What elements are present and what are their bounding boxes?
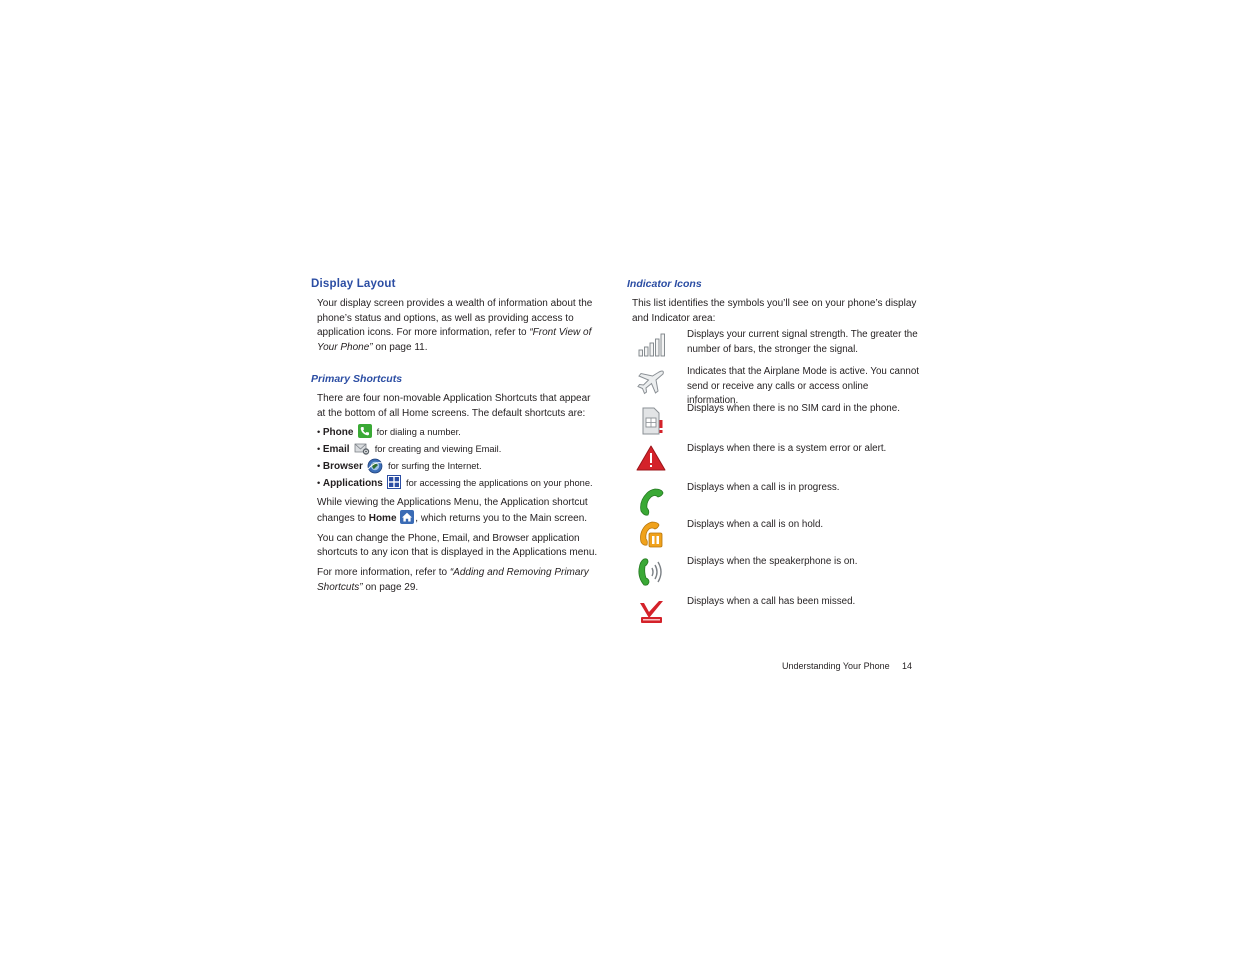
system-alert-icon	[635, 443, 667, 475]
indicator-description: Displays when a call is on hold.	[687, 519, 824, 530]
more-info-note: For more information, refer to “Adding and Removing Primary Shortcuts” on page 29.	[317, 566, 589, 593]
display-layout-heading: Display Layout	[311, 278, 396, 290]
front-view-reference: “Front View of Your Phone”	[317, 327, 592, 353]
bullet-email: • Email for creating and viewing Email.	[311, 441, 601, 458]
missed-call-icon	[635, 596, 667, 628]
left-column	[311, 276, 601, 595]
change-shortcuts-note: You can change the Phone, Email, and Browser application shortcuts to any icon that is displayed in the Applications menu.	[317, 532, 598, 559]
adding-removing-reference: “Adding and Removing Primary Shortcuts”	[317, 566, 589, 593]
no-sim-icon	[635, 405, 667, 437]
bullet-applications: • Applications for accessing the applications on your phone.	[311, 475, 601, 492]
indicator-description: Displays when there is a system error or alert.	[687, 443, 887, 454]
bullet-phone: • Phone for dialing a number.	[311, 424, 601, 441]
bullet-browser: • Browser for surfing the Internet.	[311, 458, 601, 475]
call-in-progress-icon	[635, 485, 667, 517]
right-column	[627, 276, 922, 607]
footer-section-title: Understanding Your Phone	[782, 661, 890, 671]
page-number: 14	[902, 661, 913, 671]
indicator-icons-heading: Indicator Icons	[627, 278, 702, 290]
speakerphone-icon	[635, 556, 667, 588]
indicator-description: Displays your current signal strength. The greater the number of bars, the stronger the signal.	[687, 329, 918, 355]
indicator-description: Indicates that the Airplane Mode is active. You cannot send or receive any calls or access online information.	[687, 366, 920, 407]
home-icon	[400, 510, 414, 524]
email-icon	[354, 441, 370, 455]
display-layout-intro: Your display screen provides a wealth of information about the phone’s status and options, as well as providing access to application icons. For more information, refer to “Front View of Your Phone” on page 11.	[317, 298, 593, 353]
indicator-description: Displays when the speakerphone is on.	[687, 556, 858, 567]
call-on-hold-icon	[635, 519, 667, 551]
shortcuts-intro: There are four non-movable Application Shortcuts that appear at the bottom of all Home screens. The default shortcuts are:	[317, 393, 591, 419]
airplane-mode-icon	[635, 366, 667, 398]
indicator-description: Displays when a call is in progress.	[687, 482, 840, 493]
signal-strength-icon	[635, 329, 667, 361]
applications-menu-note: While viewing the Applications Menu, the Application shortcut changes to Home , which returns you to the Main screen.	[317, 496, 588, 525]
indicator-description: Displays when there is no SIM card in the phone.	[687, 403, 900, 414]
browser-icon	[367, 458, 383, 472]
indicator-description: Displays when a call has been missed.	[687, 596, 856, 607]
applications-icon	[387, 475, 401, 489]
primary-shortcuts-heading: Primary Shortcuts	[311, 373, 403, 386]
page-footer	[782, 661, 922, 671]
phone-icon	[358, 424, 372, 438]
indicator-icons-intro: This list identifies the symbols you’ll see on your phone’s display and Indicator area:	[632, 298, 917, 324]
